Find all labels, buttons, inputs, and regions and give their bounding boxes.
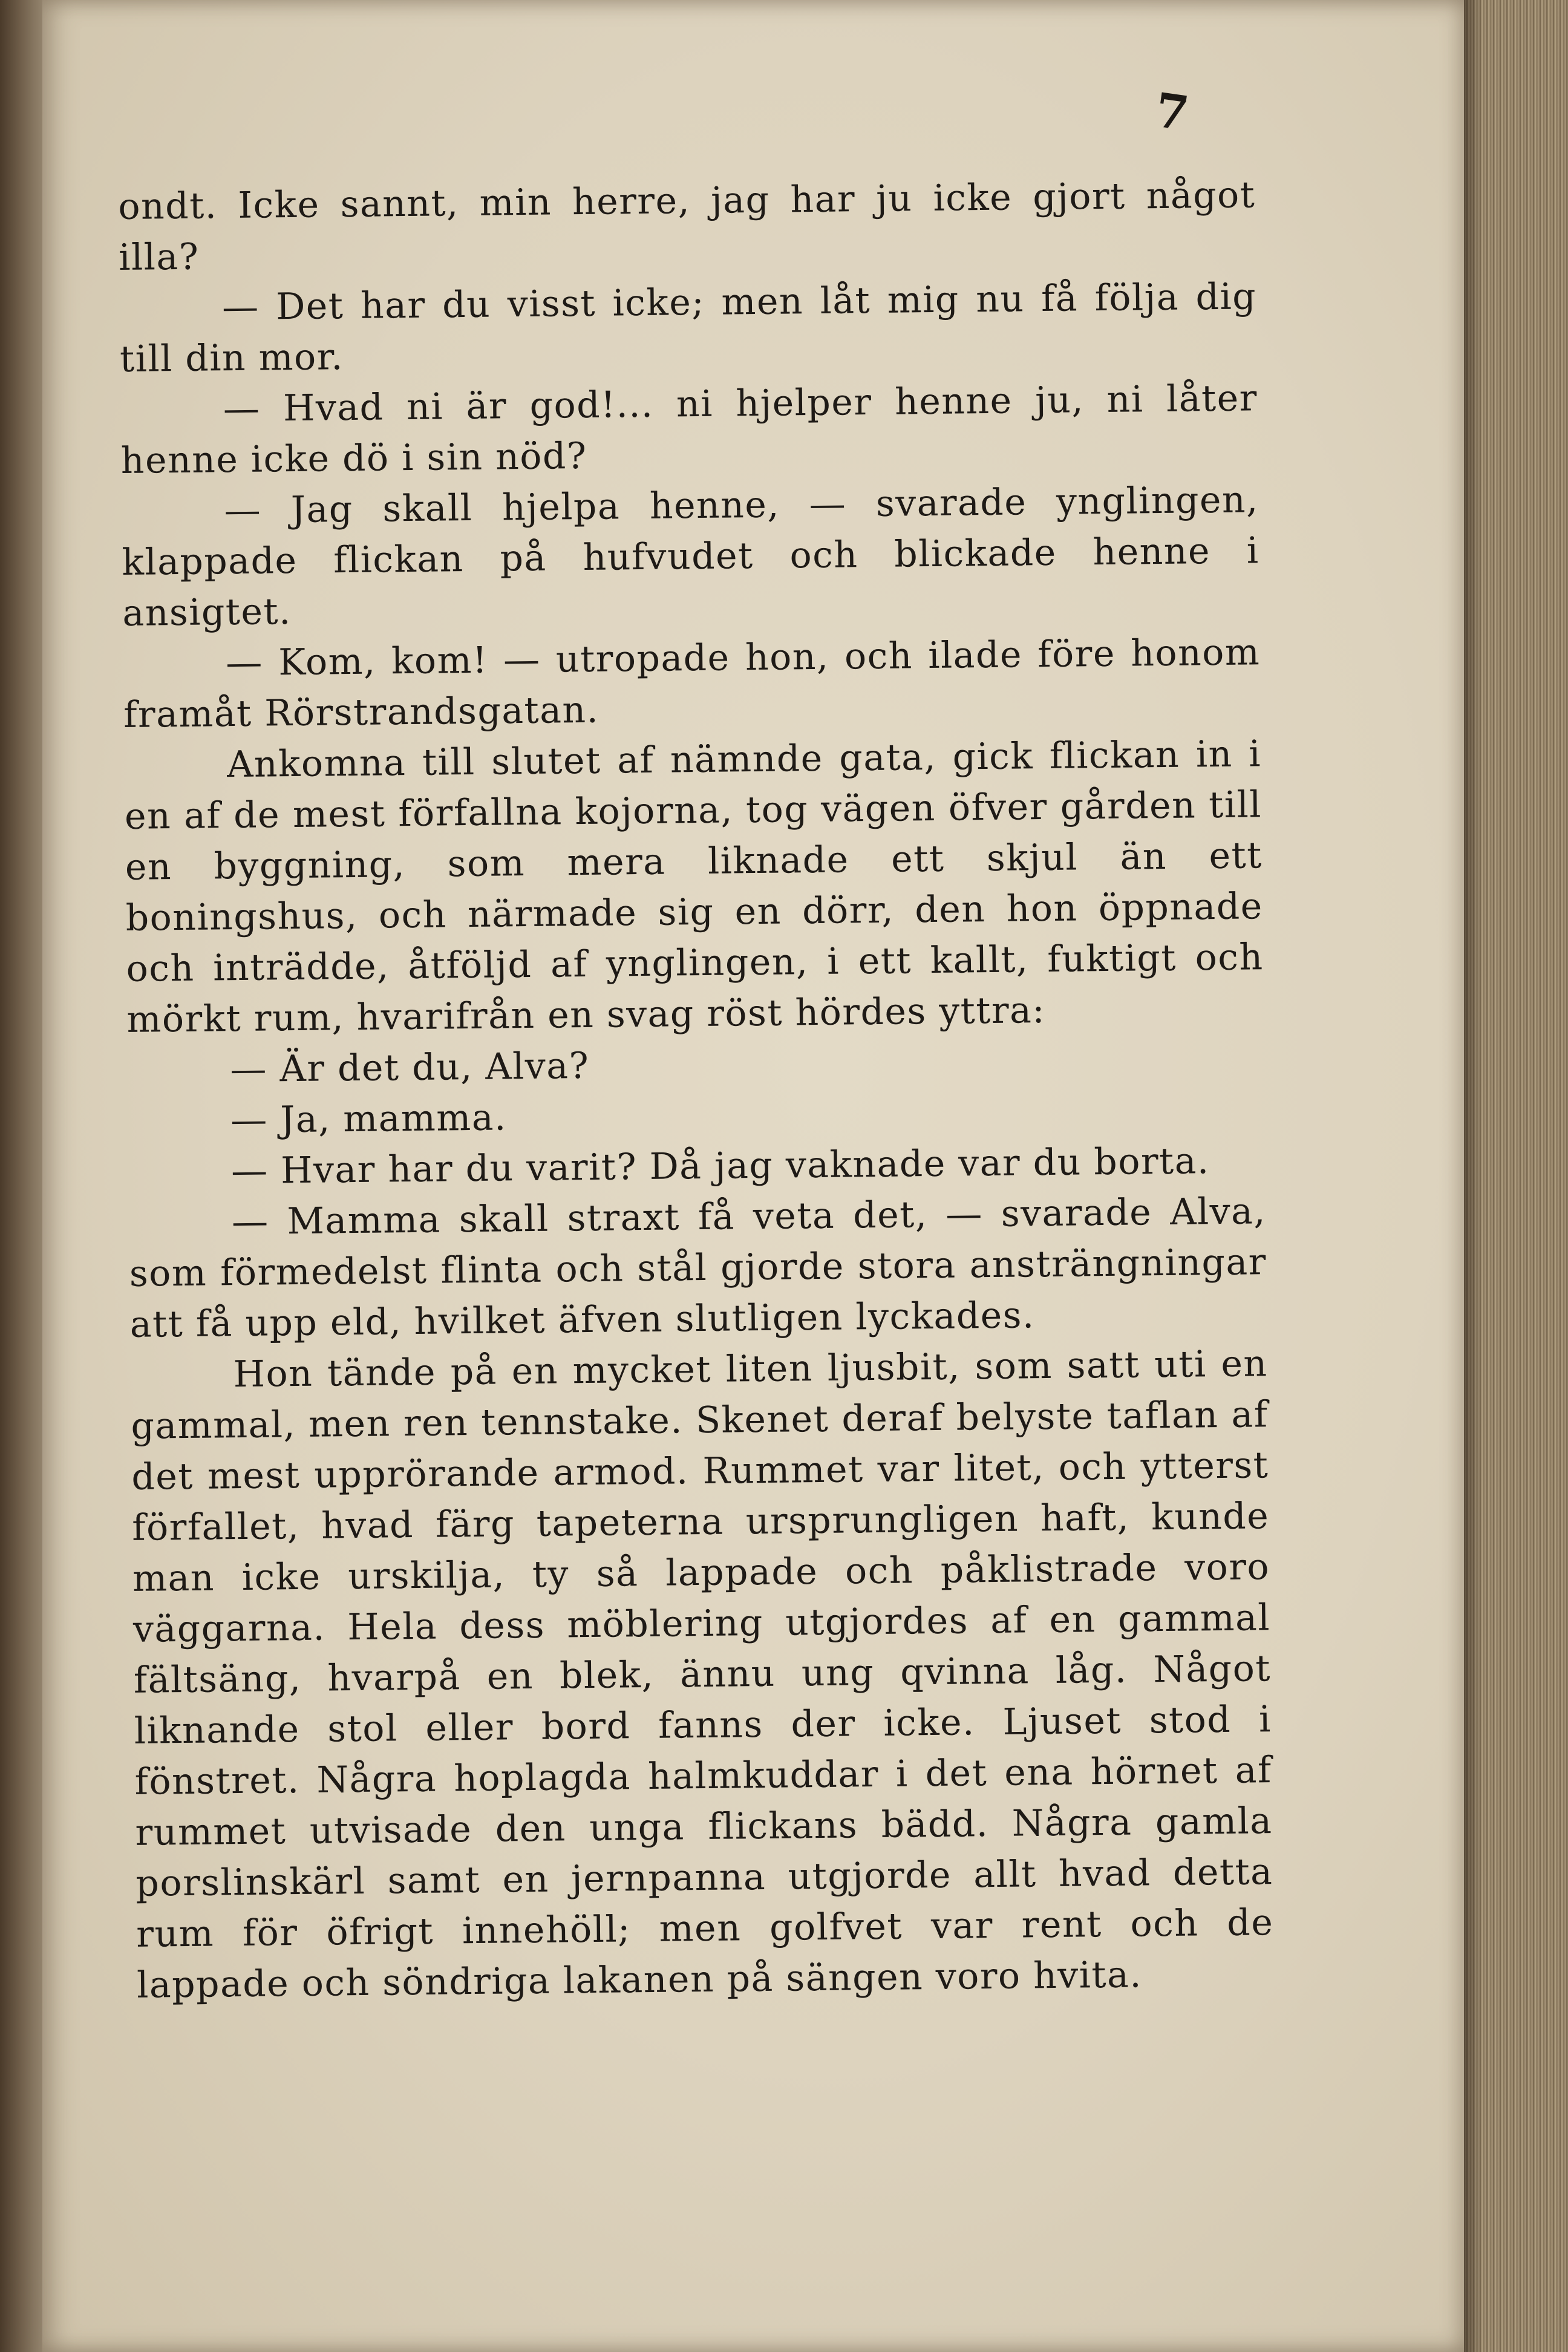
- paragraph-1: ondt. Icke sannt, min herre, jag har ju icke gjort något illa?: [118, 174, 1256, 279]
- paragraph-3: — Hvad ni är god!... ni hjelper henne ju, ni låter henne icke dö i sin nöd?: [120, 377, 1258, 482]
- paragraph-2: — Det har du visst icke; men låt mig nu få följa dig till din mor.: [119, 275, 1257, 381]
- paragraph-10: — Mamma skall straxt få veta det, — svarade Alva, som förmedelst flinta och stål gjorde stora ansträngningar att få upp eld, hvilket äfven slutligen lyckades.: [129, 1190, 1267, 1346]
- paragraph-8: — Ja, mamma.: [230, 1096, 507, 1142]
- page-number: 7: [1151, 82, 1192, 142]
- paragraph-11: Hon tände på en mycket liten ljusbit, som satt uti en gammal, men ren tennstake. Skenet deraf belyste taflan af det mest upprörande armod. Rummet var litet, och ytterst förfallet, hvad färg tapeterna ursprungligen haft, kunde man icke urskilja, ty så lappade och påklistrade voro väggarna. Hela dess möblering utgjordes af en gammal fältsäng, hvarpå en blek, ännu ung qvinna låg. Något liknande stol eller bord fanns der icke. Ljuset stod i fönstret. Några hoplagda halmkuddar i det ena hörnet af rummet utvisade den unga flickans bädd. Några gamla porslinskärl samt en jernpanna utgjorde allt hvad detta rum för öfrigt innehöll; men golfvet var rent och de lappade och söndriga lakanen på sängen voro hvita.: [131, 1342, 1274, 2007]
- paragraph-5: — Kom, kom! — utropade hon, och ilade före honom framåt Rörstrandsgatan.: [123, 631, 1261, 736]
- paragraph-7: — Är det du, Alva?: [230, 1044, 590, 1091]
- page-edges: [1464, 0, 1568, 2352]
- body-text: [118, 169, 1275, 2011]
- paragraph-6: Ankomna till slutet af nämnde gata, gick flickan in i en af de mest förfallna kojorna, tog vägen öfver gården till en byggning, som mera liknade ett skjul än ett boningshus, och närmade sig en dörr, den hon öppnade och inträdde, åtföljd af ynglingen, i ett kallt, fuktigt och mörkt rum, hvarifrån en svag röst hördes yttra:: [124, 733, 1264, 1041]
- paragraph-4: — Jag skall hjelpa henne, — svarade ynglingen, klappade flickan på hufvudet och blickade henne i ansigtet.: [122, 479, 1259, 635]
- paragraph-9: — Hvar har du varit? Då jag vaknade var du borta.: [230, 1140, 1210, 1193]
